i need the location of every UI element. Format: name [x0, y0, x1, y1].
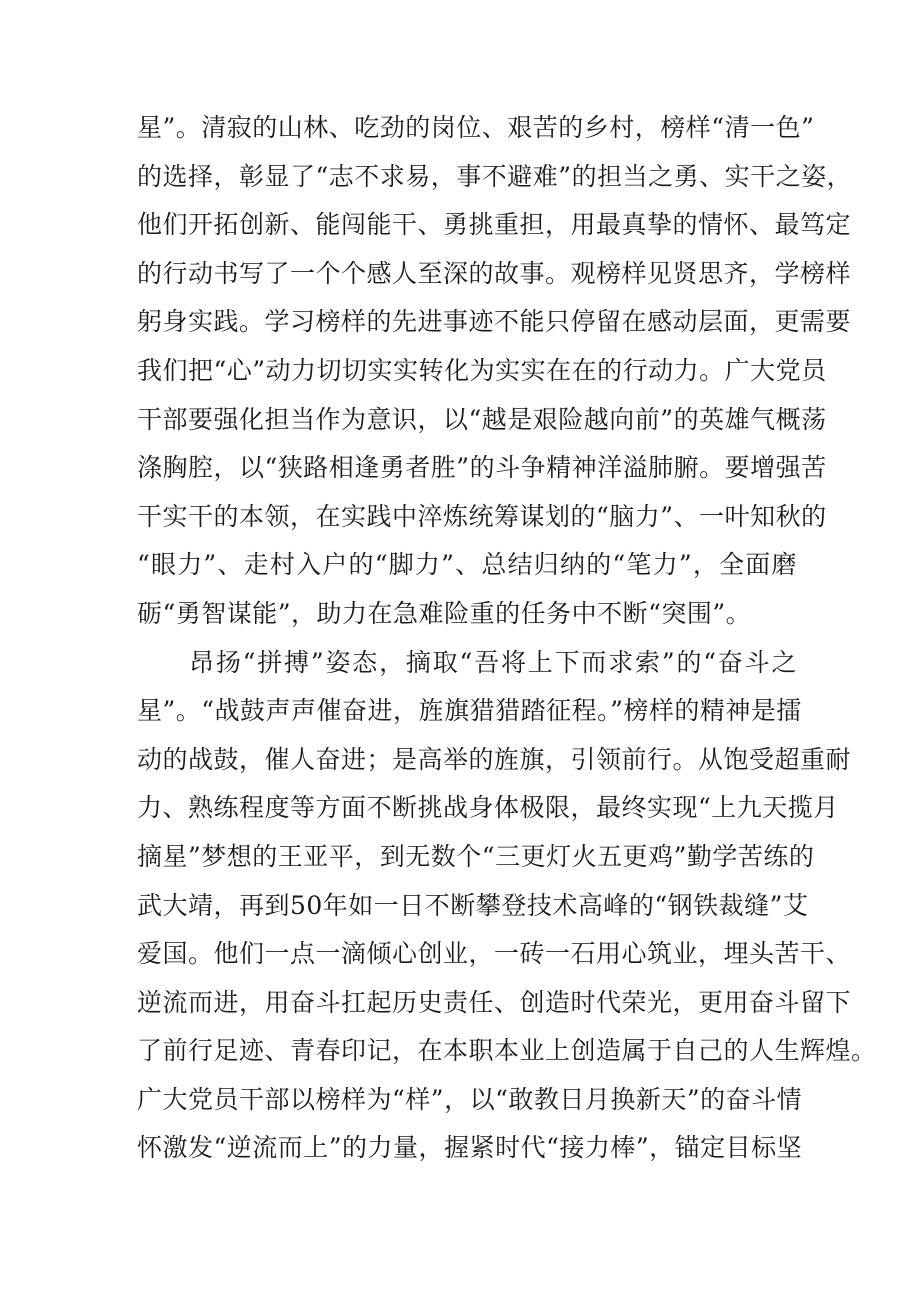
- text-line: 他们开拓创新、能闯能干、勇挑重担，用最真挚的情怀、最笃定: [137, 210, 852, 240]
- paragraph-start-line: 昂扬“拼搏”姿态，摘取“吾将上下而求索”的“奋斗之: [189, 647, 797, 677]
- text-line: 了前行足迹、青春印记，在本职本业上创造属于自己的人生辉煌。: [137, 1036, 877, 1066]
- text-line: 干部要强化担当作为意识，以“越是艰险越向前”的英雄气概荡: [137, 404, 827, 434]
- text-line: “眼力”、走村入户的“脚力”、总结归纳的“笔力”，全面磨: [137, 550, 797, 580]
- paragraph-end-line: 砺“勇智谋能”，助力在急难险重的任务中不断“突围”。: [137, 598, 752, 628]
- text-line: 怀激发“逆流而上”的力量，握紧时代“接力棒”，锚定目标坚: [137, 1133, 803, 1163]
- text-line: 摘星”梦想的王亚平，到无数个“三更灯火五更鸡”勤学苦练的: [137, 841, 815, 871]
- text-line: 涤胸腔，以“狭路相逢勇者胜”的斗争精神洋溢肺腑。要增强苦: [137, 453, 827, 483]
- text-line: 的选择，彰显了“志不求易，事不避难”的担当之勇、实干之姿，: [137, 161, 853, 191]
- text-line: 干实干的本领，在实践中淬炼统筹谋划的“脑力”、一叶知秋的: [137, 501, 827, 531]
- text-line: 动的战鼓，催人奋进；是高举的旌旗，引领前行。从饱受超重耐: [137, 744, 852, 774]
- text-line: 广大党员干部以榜样为“样”，以“敢教日月换新天”的奋斗情: [137, 1084, 803, 1114]
- text-line: 星”。清寂的山林、吃劲的岗位、艰苦的乡村，榜样“清一色”: [137, 113, 815, 142]
- text-line: 的行动书写了一个个感人至深的故事。观榜样见贤思齐，学榜样: [137, 258, 852, 288]
- text-line: 力、熟练程度等方面不断挑战身体极限，最终实现“上九天揽月: [137, 793, 839, 823]
- text-line: 武大靖，再到50年如一日不断攀登技术高峰的“钢铁裁缝”艾: [137, 890, 809, 920]
- text-line: 躬身实践。学习榜样的先进事迹不能只停留在感动层面，更需要: [137, 307, 852, 337]
- text-line: 星”。“战鼓声声催奋进，旌旗猎猎踏征程。”榜样的精神是擂: [137, 696, 802, 726]
- text-line: 爱国。他们一点一滴倾心创业，一砖一石用心筑业，埋头苦干、: [137, 939, 852, 969]
- body-text: [137, 104, 877, 1173]
- text-line: 逆流而进，用奋斗扛起历史责任、创造时代荣光，更用奋斗留下: [137, 987, 852, 1017]
- text-line: 我们把“心”动力切切实实转化为实实在在的行动力。广大党员: [137, 355, 827, 385]
